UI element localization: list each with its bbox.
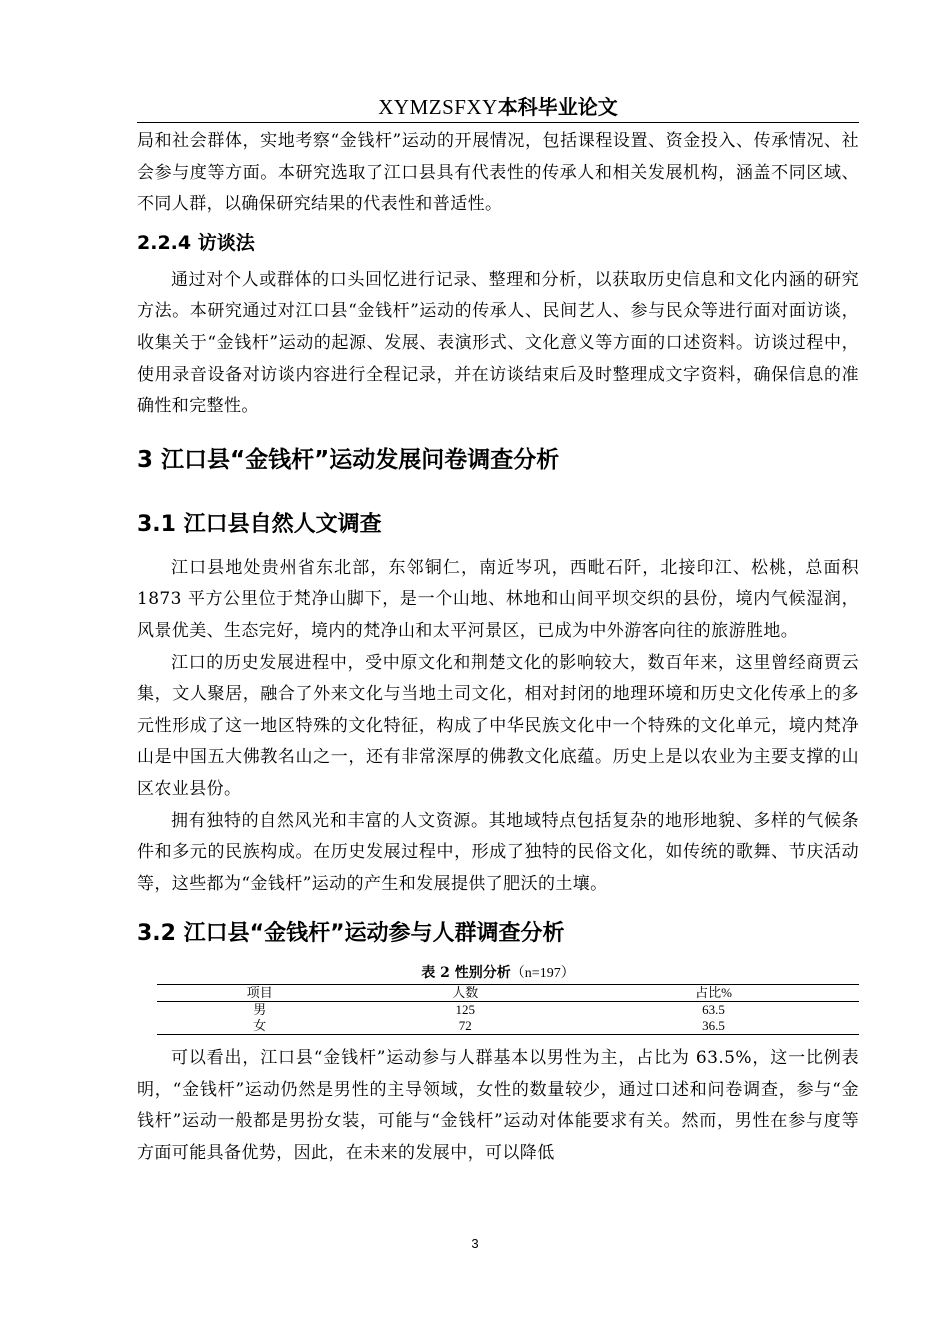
section-heading-2-2-4: 2.2.4 访谈法 bbox=[137, 231, 255, 254]
section-heading-3-2: 3.2 江口县“金钱杆”运动参与人群调查分析 bbox=[137, 921, 565, 947]
page-body bbox=[137, 126, 859, 1170]
paragraph-interview-method: 通过对个人或群体的口头回忆进行记录、整理和分析，以获取历史信息和文化内涵的研究方法。本研究通过对江口县“金钱杆”运动的传承人、民间艺人、参与民众等进行面对面访谈，收集关于“金钱杆”运动的起源、发展、表演形式、文化意义等方面的口述资料。访谈过程中，使用录音设备对访谈内容进行全程记录，并在访谈结束后及时整理成文字资料，确保信息的准确性和完整性。 bbox=[137, 269, 859, 417]
page-number: 3 bbox=[471, 1236, 479, 1251]
table-cell: 36.5 bbox=[568, 1018, 859, 1035]
paragraph-intro: 局和社会群体，实地考察“金钱杆”运动的开展情况，包括课程设置、资金投入、传承情况、社会参与度等方面。本研究选取了江口县具有代表性的传承人和相关发展机构，涵盖不同区域、不同人群，以确保研究结果的代表性和普适性。 bbox=[137, 131, 859, 215]
table-caption-sample-size: （n=197） bbox=[510, 966, 575, 982]
table-header-cell: 人数 bbox=[362, 985, 567, 1002]
table-cell: 72 bbox=[362, 1018, 567, 1035]
section-heading-3-1: 3.1 江口县自然人文调查 bbox=[137, 511, 382, 537]
table-cell: 63.5 bbox=[702, 1002, 725, 1018]
chapter-heading-3: 3 江口县“金钱杆”运动发展问卷调查分析 bbox=[137, 446, 560, 473]
header-school-code: XYMZSFXY bbox=[378, 95, 498, 119]
paragraph-geography: 江口县地处贵州省东北部，东邻铜仁，南近岑巩，西毗石阡，北接印江、松桃，总面积 1873 平方公里位于梵净山脚下，是一个山地、林地和山间平坝交织的县份，境内气候湿润，风景优美、生态完好，境内的梵净山和太平河景区，已成为中外游客向往的旅游胜地。 bbox=[137, 557, 859, 641]
table-header-cell: 占比% bbox=[568, 985, 859, 1002]
table-row bbox=[157, 1018, 859, 1035]
table-cell: 125 bbox=[455, 1002, 475, 1018]
table-header-cell: 项目 bbox=[157, 985, 362, 1002]
table-caption bbox=[137, 962, 859, 984]
gender-table bbox=[157, 984, 859, 1035]
table-caption-title: 表 2 性别分析 bbox=[421, 965, 511, 982]
paragraph-history: 江口的历史发展进程中，受中原文化和荆楚文化的影响较大，数百年来，这里曾经商贾云集，文人聚居，融合了外来文化与当地土司文化，相对封闭的地理环境和历史文化传承上的多元性形成了这一地区特殊的文化特征，构成了中华民族文化中一个特殊的文化单元，境内梵净山是中国五大佛教名山之一，还有非常深厚的佛教文化底蕴。历史上是以农业为主要支撑的山区农业县份。 bbox=[137, 652, 859, 799]
table-cell: 男 bbox=[253, 1002, 267, 1018]
header-title: 本科毕业论文 bbox=[497, 95, 618, 119]
table-row bbox=[157, 1002, 859, 1019]
table-cell: 女 bbox=[157, 1018, 362, 1035]
paragraph-gender-analysis: 可以看出，江口县“金钱杆”运动参与人群基本以男性为主，占比为 63.5%，这一比例表明，“金钱杆”运动仍然是男性的主导领域，女性的数量较少，通过口述和问卷调查，参与“金钱杆”运动一般都是男扮女装，可能与“金钱杆”运动对体能要求有关。然而，男性在参与度等方面可能具备优势，因此，在未来的发展中，可以降低 bbox=[137, 1048, 859, 1164]
paragraph-culture: 拥有独特的自然风光和丰富的人文资源。其地域特点包括复杂的地形地貌、多样的气候条件和多元的民族构成。在历史发展过程中，形成了独特的民俗文化，如传统的歌舞、节庆活动等，这些都为“金钱杆”运动的产生和发展提供了肥沃的土壤。 bbox=[137, 810, 859, 894]
page-header bbox=[137, 92, 859, 123]
table-header-row bbox=[157, 985, 859, 1002]
